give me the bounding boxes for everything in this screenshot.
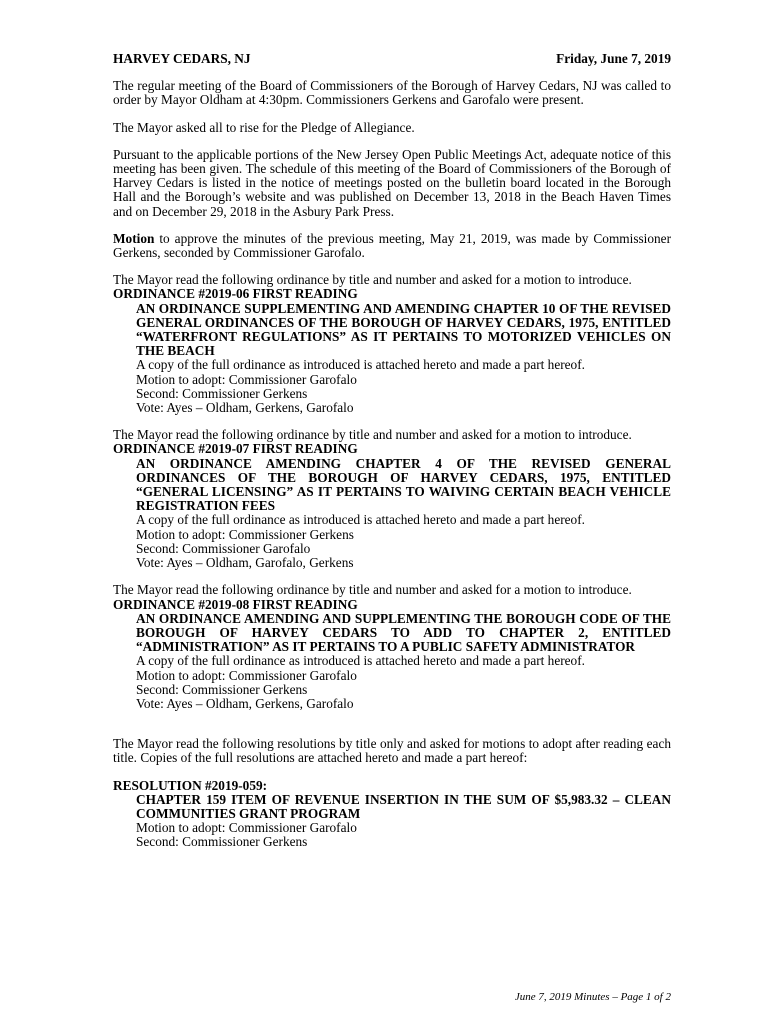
ordinance-intro: The Mayor read the following ordinance by title and number and asked for a motion to introduce.: [113, 582, 632, 598]
ordinance-vote: Vote: Ayes – Oldham, Garofalo, Gerkens: [136, 555, 354, 571]
motion-label: Motion: [113, 230, 155, 246]
call-to-order-paragraph: The regular meeting of the Board of Commissioners of the Borough of Harvey Cedars, NJ was called to order by Mayor Oldham at 4:30pm. Commissioners Gerkens and Garofalo were present.: [113, 78, 671, 108]
ordinance-motion: Motion to adopt: Commissioner Garofalo: [136, 371, 357, 387]
open-meetings-paragraph: Pursuant to the applicable portions of the New Jersey Open Public Meetings Act, adequate notice of this meeting has been given. The schedule of this meeting of the Board of Commissioners of the Borough of Harvey Cedars is listed in the notice of meetings posted on the bulletin board located in the Borough Hall and the Borough’s website and was published on December 13, 2018 in the Beach Haven Times and on December 29, 2018 in the Asbury Park Press.: [113, 146, 671, 219]
ordinance-copy-note: A copy of the full ordinance as introduced is attached hereto and made a part hereof.: [136, 357, 585, 373]
ordinance-second: Second: Commissioner Garofalo: [136, 540, 311, 556]
ordinance-copy-note: A copy of the full ordinance as introduced is attached hereto and made a part hereof.: [136, 653, 585, 669]
pledge-paragraph: The Mayor asked all to rise for the Pledge of Allegiance.: [113, 119, 415, 135]
ordinance-copy-note: A copy of the full ordinance as introduced is attached hereto and made a part hereof.: [136, 512, 585, 528]
page-header: [113, 52, 671, 66]
resolution-heading: RESOLUTION #2019-059:: [113, 777, 268, 793]
ordinance-heading: ORDINANCE #2019-06 FIRST READING: [113, 286, 358, 302]
page-footer: June 7, 2019 Minutes – Page 1 of 2: [514, 991, 671, 1003]
ordinance-motion: Motion to adopt: Commissioner Gerkens: [136, 526, 354, 542]
ordinance-motion: Motion to adopt: Commissioner Garofalo: [136, 667, 357, 683]
ordinance-heading: ORDINANCE #2019-07 FIRST READING: [113, 441, 358, 457]
ordinance-heading: ORDINANCE #2019-08 FIRST READING: [113, 596, 358, 612]
ordinance-title: AN ORDINANCE SUPPLEMENTING AND AMENDING CHAPTER 10 OF THE REVISED GENERAL ORDINANCES OF THE BOROUGH OF HARVEY CEDARS, 1975, ENTITLED “WATERFRONT REGULATIONS” AS IT PERTAINS TO MOTORIZED VEHICLES ON THE BEACH: [136, 300, 671, 359]
resolution-second: Second: Commissioner Gerkens: [136, 834, 308, 850]
ordinance-block: [113, 273, 671, 415]
ordinance-block: [113, 428, 671, 570]
header-location: HARVEY CEDARS, NJ: [113, 51, 251, 66]
ordinance-block: [113, 583, 671, 711]
resolution-block: [113, 779, 671, 850]
ordinance-vote: Vote: Ayes – Oldham, Gerkens, Garofalo: [136, 400, 354, 416]
minutes-body: [113, 52, 671, 850]
ordinance-intro: The Mayor read the following ordinance by title and number and asked for a motion to introduce.: [113, 272, 632, 288]
resolutions-intro: The Mayor read the following resolutions by title only and asked for motions to adopt after reading each title. Copies of the full resolutions are attached hereto and made a part hereof:: [113, 736, 671, 766]
resolution-title: CHAPTER 159 ITEM OF REVENUE INSERTION IN THE SUM OF $5,983.32 – CLEAN COMMUNITIES GRANT PROGRAM: [136, 791, 671, 821]
ordinance-second: Second: Commissioner Gerkens: [136, 385, 308, 401]
ordinance-vote: Vote: Ayes – Oldham, Gerkens, Garofalo: [136, 695, 354, 711]
header-date: Friday, June 7, 2019: [556, 51, 671, 66]
ordinance-intro: The Mayor read the following ordinance by title and number and asked for a motion to introduce.: [113, 427, 632, 443]
motion-text: to approve the minutes of the previous meeting, May 21, 2019, was made by Commissioner Gerkens, seconded by Commissioner Garofalo.: [113, 230, 671, 261]
minutes-motion-paragraph: [113, 232, 671, 260]
resolution-motion: Motion to adopt: Commissioner Garofalo: [136, 820, 357, 836]
ordinance-title: AN ORDINANCE AMENDING AND SUPPLEMENTING THE BOROUGH CODE OF THE BOROUGH OF HARVEY CEDARS TO ADD TO CHAPTER 2, ENTITLED “ADMINISTRATION” AS IT PERTAINS TO A PUBLIC SAFETY ADMINISTRATOR: [136, 610, 671, 655]
ordinance-second: Second: Commissioner Gerkens: [136, 681, 308, 697]
ordinance-title: AN ORDINANCE AMENDING CHAPTER 4 OF THE REVISED GENERAL ORDINANCES OF THE BOROUGH OF HARVEY CEDARS, 1975, ENTITLED “GENERAL LICENSING” AS IT PERTAINS TO WAIVING CERTAIN BEACH VEHICLE REGISTRATION FEES: [136, 455, 671, 514]
